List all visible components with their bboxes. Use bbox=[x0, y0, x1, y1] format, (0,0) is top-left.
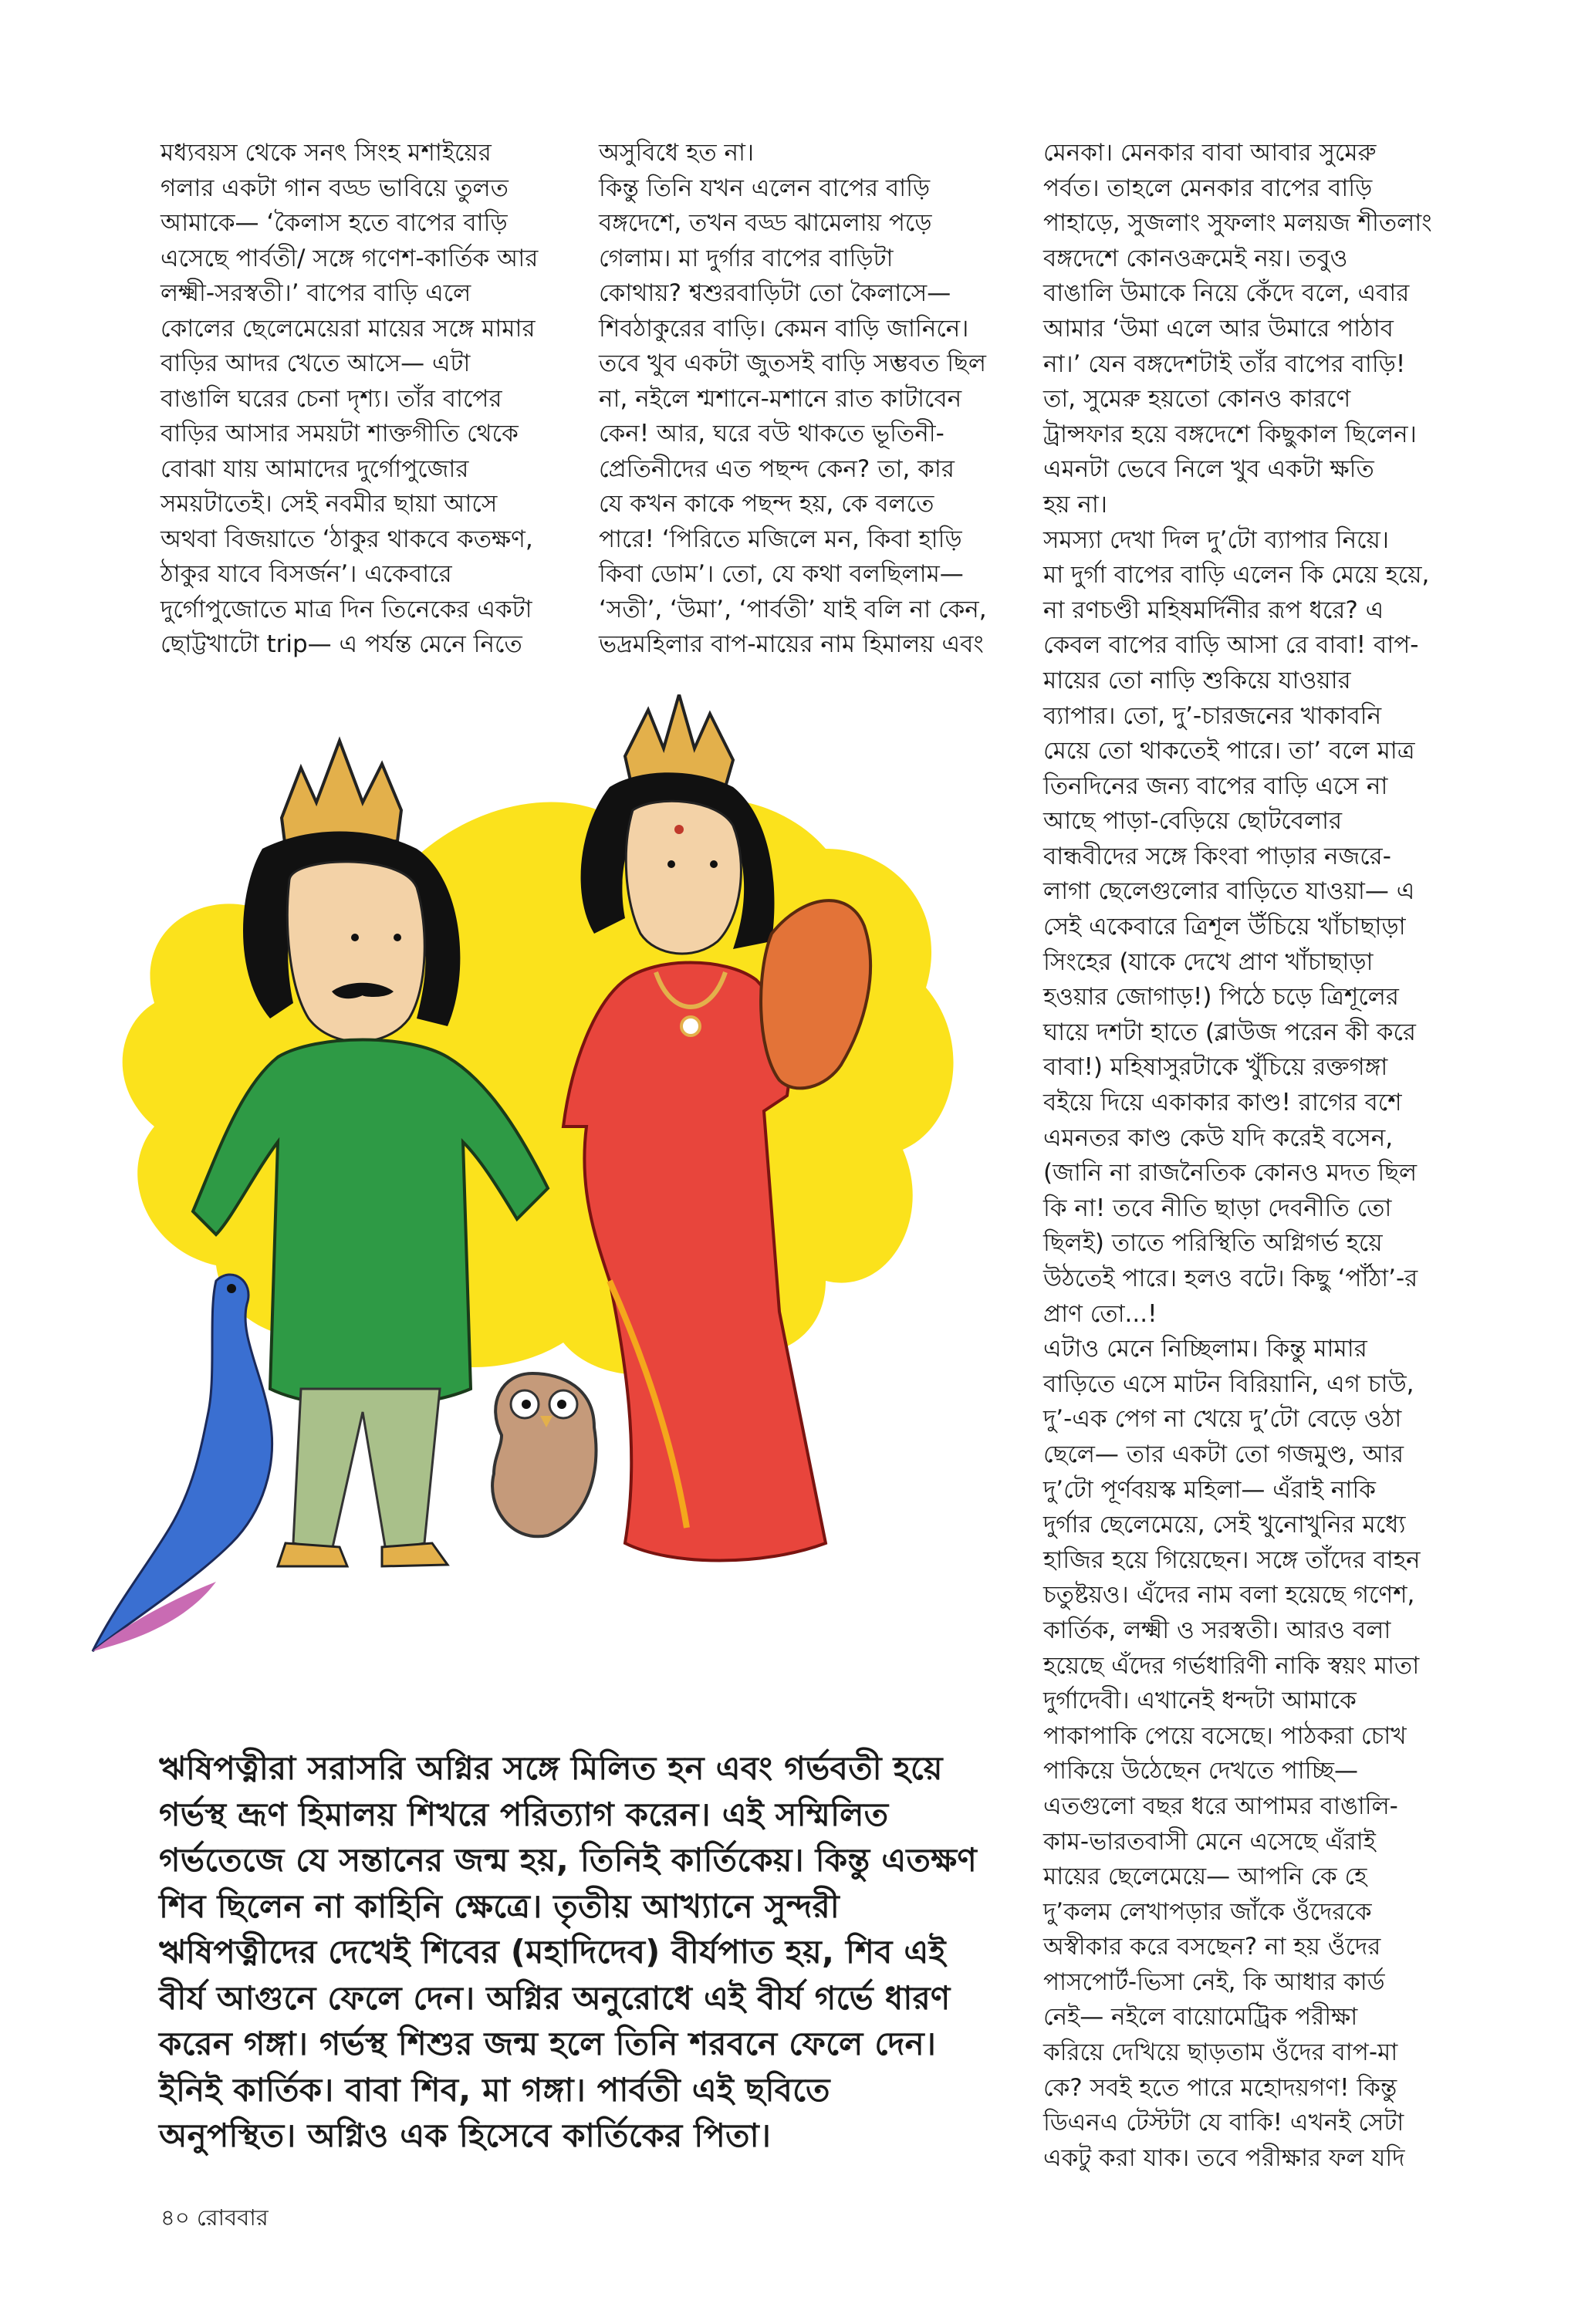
caption-text: ঋষিপত্নীরা সরাসরি অগ্নির সঙ্গে মিলিত হন এবং গর্ভবতী হয়ে গর্ভস্থ ভ্রূণ হিমালয় শিখরে পরিত্যাগ করেন। এই সম্মিলিত গর্ভতেজে যে সন্তানের জন্ম হয়, তিনিই কার্তিকেয়। কিন্তু এতক্ষণ শিব ছিলেন না কাহিনি ক্ষেত্রে। তৃতীয় আখ্যানে সুন্দরী ঋষিপত্নীদের দেখেই শিবের (মহাদিদেব) বীর্যপাত হয়, শিব এই বীর্য আগুনে ফেলে দেন। অগ্নির অনুরোধে এই বীর্য গর্ভে ধারণ করেন গঙ্গা। গর্ভস্থ শিশুর জন্ম হলে তিনি শরবনে ফেলে দেন। ইনিই কার্তিক। বাবা শিব, মা গঙ্গা। পার্বতী এই ছবিতে অনুপস্থিত। অগ্নিও এক হিসেবে কার্তিকের পিতা। bbox=[159, 1749, 977, 2154]
owl-figure bbox=[492, 1373, 596, 1536]
lakshmi-face bbox=[626, 801, 741, 954]
peacock-figure bbox=[93, 1275, 272, 1651]
magazine-name: রোববার bbox=[196, 2204, 269, 2231]
article-column-1 bbox=[161, 136, 562, 663]
article-column-3 bbox=[1043, 136, 1475, 2176]
page-number: ৪০ bbox=[161, 2204, 190, 2231]
illustration-caption bbox=[159, 1745, 1015, 2159]
article-text-column-2: অসুবিধে হত না। কিন্তু তিনি যখন এলেন বাপের বাড়ি বঙ্গদেশে, তখন বড্ড ঝামেলায় পড়ে গেলাম। মা দুর্গার বাপের বাড়িটা কোথায়? শ্বশুরবাড়িটা তো কৈলাসে— শিবঠাকুরের বাড়ি। কেমন বাড়ি জানিনে। তবে খুব একটা জুতসই বাড়ি সম্ভবত ছিল না, নইলে শ্মশানে-মশানে রাত কাটাবেন কেন! আর, ঘরে বউ থাকতে ভূতিনী- প্রেতিনীদের এত পছন্দ কেন? তা, কার যে কখন কাকে পছন্দ হয়, কে বলতে পারে! ‘পিরিতে মজিলে মন, কিবা হাড়ি কিবা ডোম’। তো, যে কথা বলছিলাম— ‘সতী’, ‘উমা’, ‘পার্বতী’ যাই বলি না কেন, ভদ্রমহিলার বাপ-মায়ের নাম হিমালয় এবং bbox=[599, 139, 987, 658]
page-footer bbox=[161, 2201, 269, 2238]
article-column-2 bbox=[599, 136, 1008, 663]
article-text-column-1: মধ্যবয়স থেকে সনৎ সিংহ মশাইয়ের গলার একটা গান বড্ড ভাবিয়ে তুলত আমাকে— ‘কৈলাস হতে বাপের বাড়ি এসেছে পার্বতী/ সঙ্গে গণেশ-কার্তিক আর লক্ষ্মী-সরস্বতী।’ বাপের বাড়ি এলে কোলের ছেলেমেয়েরা মায়ের সঙ্গে মামার বাড়ির আদর খেতে আসে— এটা বাঙালি ঘরের চেনা দৃশ্য। তাঁর বাপের বাড়ির আসার সময়টা শাক্তগীতি থেকে বোঝা যায় আমাদের দুর্গোপুজোর সময়টাতেই। সেই নবমীর ছায়া আসে অথবা বিজয়াতে ‘ঠাকুর থাকবে কতক্ষণ, ঠাকুর যাবে বিসর্জন’। একেবারে দুর্গোপুজোতে মাত্র দিন তিনেকের একটা ছোট্টখাটো trip— এ পর্যন্ত মেনে নিতে bbox=[161, 139, 539, 658]
article-text-column-3: মেনকা। মেনকার বাবা আবার সুমেরু পর্বত। তাহলে মেনকার বাপের বাড়ি পাহাড়ে, সুজলাং সুফলাং মলয়জ শীতলাং বঙ্গদেশে কোনওক্রমেই নয়। তবুও বাঙালি উমাকে নিয়ে কেঁদে বলে, এবার আমার ‘উমা এলে আর উমারে পাঠাব না।’ যেন বঙ্গদেশটাই তাঁর বাপের বাড়ি! তা, সুমেরু হয়তো কোনও কারণে ট্রান্সফার হয়ে বঙ্গদেশে কিছুকাল ছিলেন। এমনটা ভেবে নিলে খুব একটা ক্ষতি হয় না। সমস্যা দেখা দিল দু’টো ব্যাপার নিয়ে। মা দুর্গা বাপের বাড়ি এলেন কি মেয়ে হয়ে, না রণচণ্ডী মহিষমর্দিনীর রূপ ধরে? এ কেবল বাপের বাড়ি আসা রে বাবা! বাপ- মায়ের তো নাড়ি শুকিয়ে যাওয়ার ব্যাপার। তো, দু’-চারজনের খাকাবনি মেয়ে তো থাকতেই পারে। তা’ বলে মাত্র তিনদিনের জন্য বাপের বাড়ি এসে না আছে পাড়া-বেড়িয়ে ছোটবেলার বান্ধবীদের সঙ্গে কিংবা পাড়ার নজরে- লাগা ছেলেগুলোর বাড়িতে যাওয়া— এ সেই একেবারে ত্রিশূল উঁচিয়ে খাঁচাছাড়া সিংহের (যাকে দেখে প্রাণ খাঁচাছাড়া হওয়ার জোগাড়!) পিঠে চড়ে ত্রিশূলের ঘায়ে দশটা হাতে (ব্লাউজ পরেন কী করে বাবা!) মহিষাসুরটাকে খুঁচিয়ে রক্তগঙ্গা বইয়ে দিয়ে একাকার কাণ্ড! রাগের বশে এমনতর কাণ্ড কেউ যদি করেই বসেন, (জানি না রাজনৈতিক কোনও মদত ছিল কি না! তবে নীতি ছাড়া দেবনীতি তো ছিলই) তাতে পরিস্থিতি অগ্নিগর্ভ হয়ে উঠতেই পারে। হলও বটে। কিছু ‘পাঁঠা’-র প্রাণ তো...! এটাও মেনে নিচ্ছিলাম। কিন্তু মামার বাড়িতে এসে মাটন বিরিয়ানি, এগ চাউ, দু’-এক পেগ না খেয়ে দু’টো বেড়ে ওঠা ছেলে— তার একটা তো গজমুণ্ড, আর দু’টো পূর্ণবয়স্ক মহিলা— এঁরাই নাকি দুর্গার ছেলেমেয়ে, সেই খুনোখুনির মধ্যে হাজির হয়ে গিয়েছেন। সঙ্গে তাঁদের বাহন চতুষ্টয়ও। এঁদের নাম বলা হয়েছে গণেশ, কার্তিক, লক্ষ্মী ও সরস্বতী। আরও বলা হয়েছে এঁদের গর্ভধারিণী নাকি স্বয়ং মাতা দুর্গাদেবী। এখানেই ধন্দটা আমাকে পাকাপাকি পেয়ে বসেছে। পাঠকরা চোখ পাকিয়ে উঠেছেন দেখতে পাচ্ছি— এতগুলো বছর ধরে আপামর বাঙালি- কাম-ভারতবাসী মেনে এসেছে এঁরাই মায়ের ছেলেমেয়ে— আপনি কে হে দু’কলম লেখাপড়ার জাঁকে ওঁদেরকে অস্বীকার করে বসছেন? না হয় ওঁদের পাসপোর্ট-ভিসা নেই, কি আধার কার্ড নেই— নইলে বায়োমেট্রিক পরীক্ষা করিয়ে দেখিয়ে ছাড়তাম ওঁদের বাপ-মা কে? সবই হতে পারে মহোদয়গণ! কিন্তু ডিএনএ টেস্টটা যে বাকি! এখনই সেটা একটু করা যাক। তবে পরীক্ষার ফল যদি bbox=[1043, 139, 1432, 2172]
kartik-face bbox=[287, 862, 424, 1042]
illustration-kartik-lakshmi bbox=[85, 694, 1011, 1697]
